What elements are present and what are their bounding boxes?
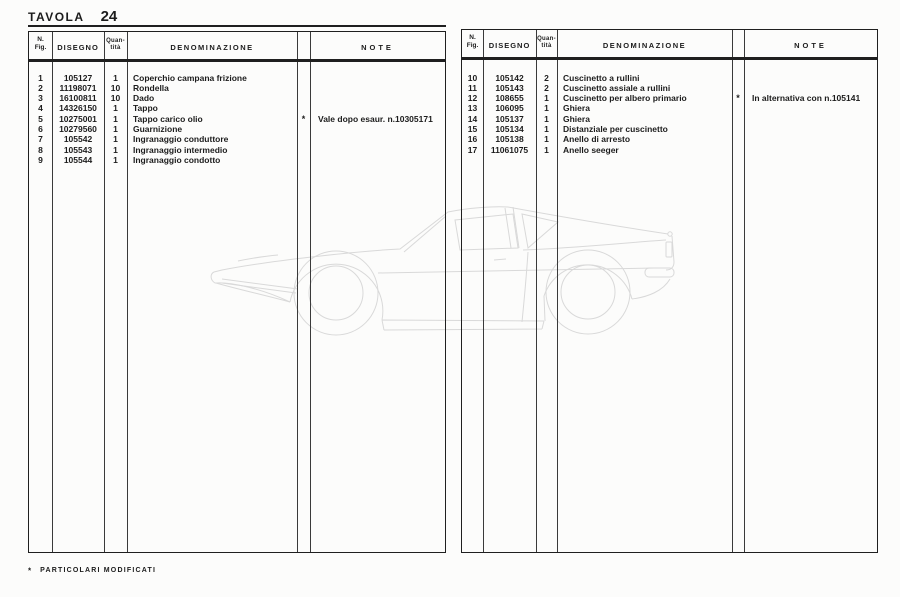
denominazione-cell: Guarnizione	[133, 124, 183, 134]
col-header-denominazione: DENOMINAZIONE	[602, 41, 687, 50]
disegno-number-cell: 14326150	[59, 103, 97, 114]
disegno-number-cell: 105134	[495, 124, 524, 134]
note-asterisk-icon: *	[736, 93, 740, 104]
note-text: Vale dopo esaur. n.10305171	[318, 113, 433, 124]
quantity-cell: 1	[113, 154, 118, 165]
col-header-qty-line2: tità	[110, 45, 121, 51]
denominazione-cell: Cuscinetto a rullini	[563, 72, 640, 83]
quantity-cell: 1	[544, 113, 549, 124]
fig-number-cell: 12	[467, 93, 478, 104]
disegno-number-cell: 105542	[63, 134, 93, 145]
col-header-qty-line2: tità	[541, 43, 552, 49]
fig-number-cell: 13	[467, 103, 478, 114]
table-row	[462, 73, 877, 83]
table-row	[29, 155, 445, 165]
quantity-cell: 2	[544, 82, 549, 93]
col-header-fig-line2: Fig.	[34, 44, 47, 51]
header-divider	[29, 59, 445, 62]
disegno-number-cell: 105544	[63, 154, 93, 165]
fig-number-cell: 15	[467, 124, 478, 134]
disegno-number-cell: 10279560	[59, 124, 97, 134]
col-header-fig	[462, 34, 483, 50]
denominazione-cell: Ghiera	[563, 113, 590, 124]
fig-number-cell: 14	[467, 113, 478, 124]
table-row	[462, 83, 877, 93]
footer-legend	[28, 562, 156, 580]
asterisk-icon: *	[28, 566, 32, 576]
denominazione-cell: Ingranaggio intermedio	[133, 144, 228, 155]
quantity-cell: 1	[113, 124, 118, 134]
col-header-qty-line1: Quan-	[537, 36, 556, 42]
denominazione-cell: Cuscinetto assiale a rullini	[563, 82, 671, 93]
quantity-cell: 1	[544, 144, 549, 155]
fig-number-cell: 1	[38, 72, 43, 83]
page-title	[28, 8, 117, 26]
disegno-number-cell: 105143	[495, 82, 524, 93]
quantity-cell: 1	[113, 113, 118, 124]
table-row	[462, 134, 877, 144]
table-row	[29, 73, 445, 83]
fig-number-cell: 4	[38, 103, 43, 114]
col-header-qty	[104, 38, 127, 52]
disegno-number-cell: 105142	[495, 72, 524, 83]
col-header-fig	[29, 36, 52, 52]
quantity-cell: 1	[544, 134, 549, 145]
disegno-number-cell: 105543	[63, 144, 93, 155]
right-parts-table	[461, 29, 878, 553]
table-row	[462, 124, 877, 134]
table-number: 24	[100, 8, 118, 25]
note-asterisk-icon: *	[301, 113, 306, 124]
denominazione-cell: Distanziale per cuscinetto	[563, 124, 668, 134]
table-row	[29, 83, 445, 93]
denominazione-cell: Anello di arresto	[563, 134, 631, 145]
note-text: In alternativa con n.105141	[752, 93, 861, 104]
table-row	[462, 145, 877, 155]
disegno-number-cell: 10275001	[59, 113, 97, 124]
quantity-cell: 10	[110, 93, 121, 104]
disegno-number-cell: 11061075	[490, 144, 529, 155]
col-header-fig-line1: N.	[469, 34, 476, 41]
disegno-number-cell: 105127	[63, 72, 93, 83]
fig-number-cell: 9	[38, 154, 43, 165]
fig-number-cell: 6	[38, 124, 43, 134]
col-header-qty-line1: Quan-	[106, 38, 125, 44]
page-title-label: TAVOLA	[28, 10, 85, 24]
quantity-cell: 2	[544, 72, 549, 83]
col-header-disegno: DISEGNO	[488, 41, 531, 50]
denominazione-cell: Dado	[133, 93, 155, 104]
denominazione-cell: Coperchio campana frizione	[133, 72, 247, 83]
fig-number-cell: 16	[467, 134, 478, 145]
fig-number-cell: 11	[468, 82, 477, 93]
table-row	[29, 103, 445, 113]
table-row	[29, 134, 445, 144]
disegno-number-cell: 106095	[495, 103, 524, 114]
denominazione-cell: Anello seeger	[563, 144, 619, 155]
table-row	[462, 114, 877, 124]
quantity-cell: 1	[544, 93, 549, 104]
header-divider	[462, 57, 877, 60]
table-row	[29, 124, 445, 134]
fig-number-cell: 7	[38, 134, 43, 145]
disegno-number-cell: 108655	[495, 93, 524, 104]
disegno-number-cell: 105137	[495, 113, 524, 124]
disegno-number-cell: 105138	[495, 134, 524, 145]
table-row	[29, 145, 445, 155]
col-header-fig-line1: N.	[37, 36, 44, 43]
quantity-cell: 1	[544, 124, 549, 134]
fig-number-cell: 17	[467, 144, 478, 155]
fig-number-cell: 2	[38, 82, 43, 93]
table-row	[462, 103, 877, 113]
quantity-cell: 1	[113, 72, 118, 83]
left-parts-table	[28, 31, 446, 553]
disegno-number-cell: 16100811	[59, 93, 97, 104]
col-header-fig-line2: Fig.	[466, 42, 479, 49]
col-header-denominazione: DENOMINAZIONE	[170, 43, 254, 52]
footer-legend-text: PARTICOLARI MODIFICATI	[40, 567, 157, 575]
col-header-qty	[536, 36, 557, 50]
quantity-cell: 1	[544, 103, 549, 114]
title-underline	[28, 25, 446, 27]
fig-number-cell: 8	[38, 144, 43, 155]
table-row	[29, 93, 445, 103]
denominazione-cell: Ingranaggio conduttore	[133, 134, 229, 145]
quantity-cell: 10	[110, 82, 121, 93]
fig-number-cell: 10	[467, 72, 478, 83]
fig-number-cell: 3	[38, 93, 43, 104]
quantity-cell: 1	[113, 103, 118, 114]
disegno-number-cell: 11198071	[59, 82, 97, 93]
denominazione-cell: Ghiera	[563, 103, 590, 114]
quantity-cell: 1	[113, 134, 118, 145]
denominazione-cell: Tappo carico olio	[133, 113, 203, 124]
col-header-disegno: DISEGNO	[57, 43, 99, 52]
denominazione-cell: Ingranaggio condotto	[133, 154, 221, 165]
denominazione-cell: Rondella	[133, 82, 169, 93]
denominazione-cell: Cuscinetto per albero primario	[563, 93, 687, 104]
quantity-cell: 1	[113, 144, 118, 155]
denominazione-cell: Tappo	[133, 103, 158, 114]
col-header-note: NOTE	[361, 43, 394, 52]
col-header-note: NOTE	[794, 41, 827, 50]
fig-number-cell: 5	[38, 113, 43, 124]
